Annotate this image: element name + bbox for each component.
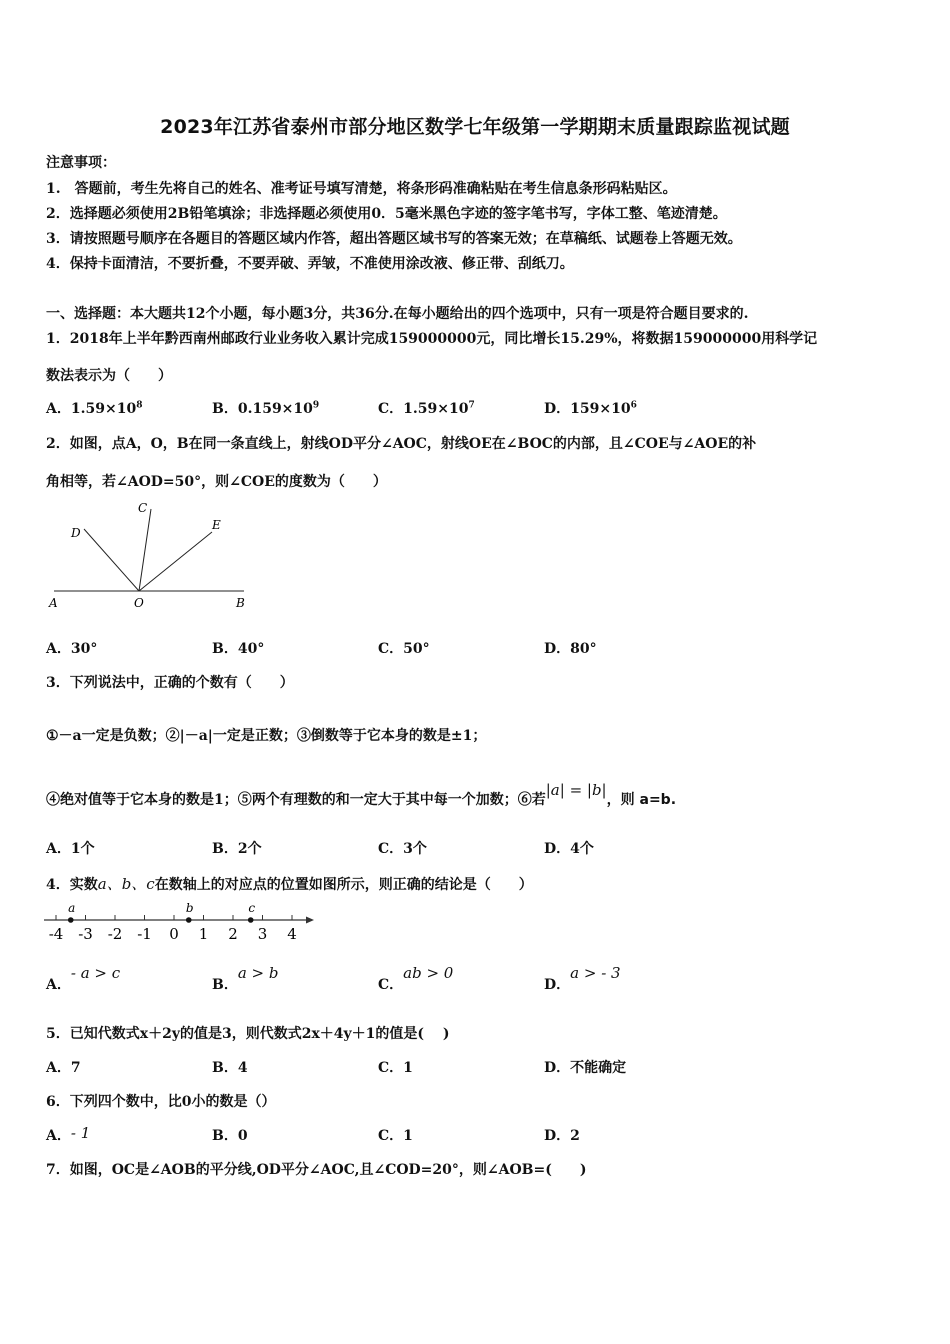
q6-stem: 6．下列四个数中，比0小的数是（） xyxy=(46,1094,276,1110)
point-label-c: c xyxy=(248,901,256,915)
tick-label: 0 xyxy=(169,925,179,943)
q6-option-c: C．1 xyxy=(378,1128,413,1144)
q3-option-d: D．4个 xyxy=(544,841,594,857)
notice-item-4: 4．保持卡面清洁，不要折叠，不要弄破、弄皱，不准使用涂改液、修正带、刮纸刀。 xyxy=(46,256,574,272)
point-b xyxy=(186,917,192,923)
notice-item-2: 2．选择题必须使用2B铅笔填涂；非选择题必须使用0．5毫米黑色字迹的签字笔书写，字体工整、笔迹清楚。 xyxy=(46,206,727,222)
q2-angle-figure xyxy=(44,496,264,616)
q5-option-a: A．7 xyxy=(46,1060,81,1076)
notice-item-3: 3．请按照题号顺序在各题目的答题区域内作答，超出答题区域书写的答案无效；在草稿纸、试题卷上答题无效。 xyxy=(46,231,742,247)
notice-heading: 注意事项： xyxy=(46,155,116,171)
tick-label: -3 xyxy=(78,925,93,943)
ray-od xyxy=(84,529,139,591)
label-c: C xyxy=(138,501,148,515)
q1-stem-line2: 数法表示为（ ） xyxy=(46,368,172,384)
q3-stem-line1: 3．下列说法中，正确的个数有（ ） xyxy=(46,675,294,691)
q2-option-d: D．80° xyxy=(544,641,597,657)
q3-stem-line3: ④绝对值等于它本身的数是1；⑤两个有理数的和一定大于其中每一个加数；⑥若|a| = |b|，则 a=b. xyxy=(46,781,677,808)
tick-label: -2 xyxy=(107,925,123,943)
q3-option-a: A．1个 xyxy=(46,841,95,857)
tick-label: 2 xyxy=(228,925,238,943)
tick-label: 4 xyxy=(287,925,297,943)
q6-option-b: B．0 xyxy=(212,1128,248,1144)
q2-option-a: A．30° xyxy=(46,641,98,657)
q6-option-a: A．- 1 xyxy=(46,1124,91,1144)
page-title: 2023年江苏省泰州市部分地区数学七年级第一学期期末质量跟踪监视试题 xyxy=(160,116,790,138)
label-b: B xyxy=(236,596,245,610)
q2-stem-line2: 角相等，若∠AOD=50°，则∠COE的度数为（ ） xyxy=(46,474,387,490)
point-label-b: b xyxy=(185,901,194,915)
section-heading: 一、选择题：本大题共12个小题，每小题3分，共36分.在每小题给出的四个选项中，只有一项是符合题目要求的. xyxy=(46,306,749,322)
q3-abs-equation: |a| = |b| xyxy=(545,781,607,799)
q1-option-d: D．$159\times 10^6$ xyxy=(544,400,637,417)
tick-label: 3 xyxy=(257,925,268,943)
point-c xyxy=(248,917,254,923)
q2-option-b: B．40° xyxy=(212,641,265,657)
q4-option-d: D．a > - 3 xyxy=(544,964,621,993)
label-e: E xyxy=(212,518,221,532)
q5-option-c: C．1 xyxy=(378,1060,413,1076)
q1-option-c: C．$1.59\times 10^7$ xyxy=(378,400,475,417)
q5-option-b: B．4 xyxy=(212,1060,248,1076)
ray-oe xyxy=(139,532,212,591)
q3-option-b: B．2个 xyxy=(212,841,262,857)
point-a xyxy=(68,917,74,923)
q2-stem-line1: 2．如图，点A，O，B在同一条直线上，射线OD平分∠AOC，射线OE在∠BOC的内部，且∠COE与∠AOE的补 xyxy=(46,436,757,452)
q5-option-d: D．不能确定 xyxy=(544,1060,627,1076)
q7-stem: 7．如图，OC是∠AOB的平分线,OD平分∠AOC,且∠COD=20°，则∠AOB=( ) xyxy=(46,1162,587,1178)
point-label-a: a xyxy=(68,901,76,915)
q1-option-a: A．$1.59\times 10^8$ xyxy=(46,400,143,417)
q6-option-d: D．2 xyxy=(544,1128,580,1144)
q4-stem-line1: 4．实数a、b、c在数轴上的对应点的位置如图所示，则正确的结论是（ ） xyxy=(46,875,533,893)
label-a: A xyxy=(49,596,58,610)
q4-number-line xyxy=(42,898,318,944)
q5-stem: 5．已知代数式x＋2y的值是3，则代数式2x＋4y＋1的值是( ) xyxy=(46,1026,450,1042)
axis-arrow xyxy=(306,917,314,924)
q1-stem-line1: 1．2018年上半年黔西南州邮政行业业务收入累计完成159000000元，同比增长15.29%，将数据159000000用科学记 xyxy=(46,331,818,347)
q2-option-c: C．50° xyxy=(378,641,430,657)
tick-label: -1 xyxy=(137,925,152,943)
tick-label: 1 xyxy=(198,925,209,943)
q4-option-b: B．a > b xyxy=(212,964,279,993)
q4-option-a: A．- a > c xyxy=(46,964,121,993)
q3-option-c: C．3个 xyxy=(378,841,427,857)
label-d: D xyxy=(71,526,81,540)
label-o: O xyxy=(134,596,144,610)
ray-oc xyxy=(139,509,151,591)
tick-label: -4 xyxy=(48,925,64,943)
q3-stem-line2: ①－a一定是负数；②|－a|一定是正数；③倒数等于它本身的数是±1； xyxy=(46,728,487,744)
notice-item-1: 1. 答题前，考生先将自己的姓名、准考证号填写清楚，将条形码准确粘贴在考生信息条形码粘贴区。 xyxy=(46,181,677,197)
q1-option-b: B．$0.159\times 10^9$ xyxy=(212,400,320,417)
q4-option-c: C．ab > 0 xyxy=(378,964,454,993)
